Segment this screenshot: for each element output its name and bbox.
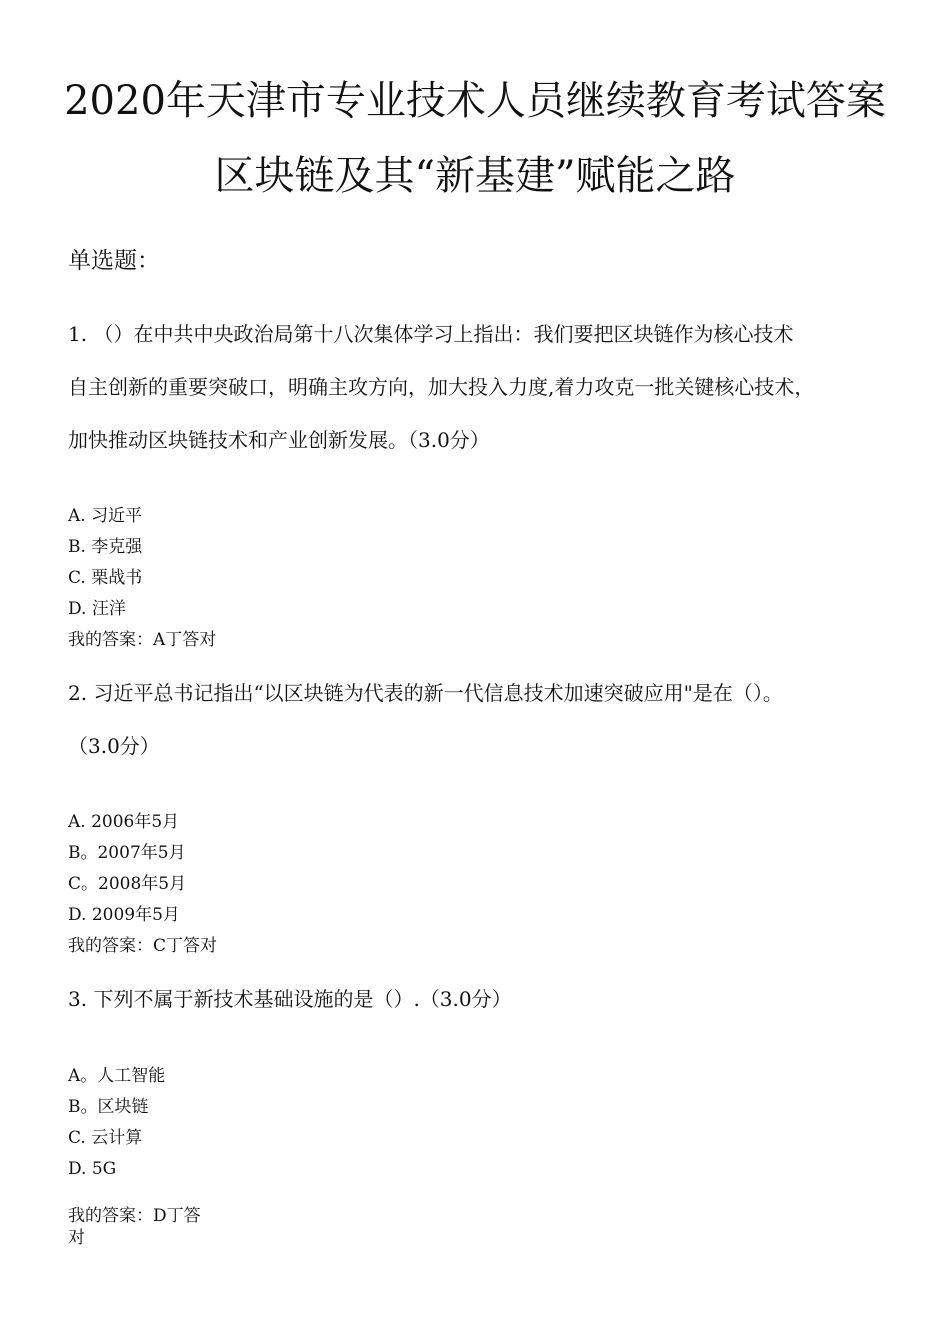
option-d: D. 5G <box>68 1159 117 1179</box>
document-title: 2020年天津市专业技术人员继续教育考试答案 <box>64 78 886 124</box>
option-c: C。2008年5月 <box>68 874 187 894</box>
option-c: C. 云计算 <box>68 1128 143 1148</box>
my-answer: 我的答案：C丁答对 <box>68 936 218 956</box>
my-answer: 我的答案：D丁答 <box>68 1206 201 1226</box>
option-d: D. 2009年5月 <box>68 905 180 925</box>
option-a: A. 2006年5月 <box>68 812 180 832</box>
option-d: D. 汪洋 <box>68 599 126 619</box>
option-b: B。区块链 <box>68 1097 149 1117</box>
question-text-line: 2. 习近平总书记指出“以区块链为代表的新一代信息技术加速突破应用"是在（）。 <box>68 681 783 705</box>
question-text-line: 自主创新的重要突破口，明确主攻方向，加大投入力度,着力攻克一批关键核心技术， <box>68 375 815 399</box>
question-text-line: （3.0分） <box>68 734 160 758</box>
option-b: B。2007年5月 <box>68 843 186 863</box>
option-c: C. 栗战书 <box>68 568 143 588</box>
question-text-line: 3. 下列不属于新技术基础设施的是（）.（3.0分） <box>68 987 512 1011</box>
question-text-line: 1. （）在中共中央政治局第十八次集体学习上指出：我们要把区块链作为核心技术 <box>68 322 794 346</box>
option-a: A. 习近平 <box>68 506 143 526</box>
document-subtitle: 区块链及其“新基建”赋能之路 <box>214 153 736 199</box>
option-a: A。人工智能 <box>68 1066 166 1086</box>
option-b: B. 李克强 <box>68 537 143 557</box>
section-label: 单选题： <box>68 248 160 274</box>
my-answer: 我的答案：A丁答对 <box>68 630 217 650</box>
my-answer-wrap: 对 <box>68 1228 85 1248</box>
question-text-line: 加快推动区块链技术和产业创新发展。（3.0分） <box>68 428 490 452</box>
